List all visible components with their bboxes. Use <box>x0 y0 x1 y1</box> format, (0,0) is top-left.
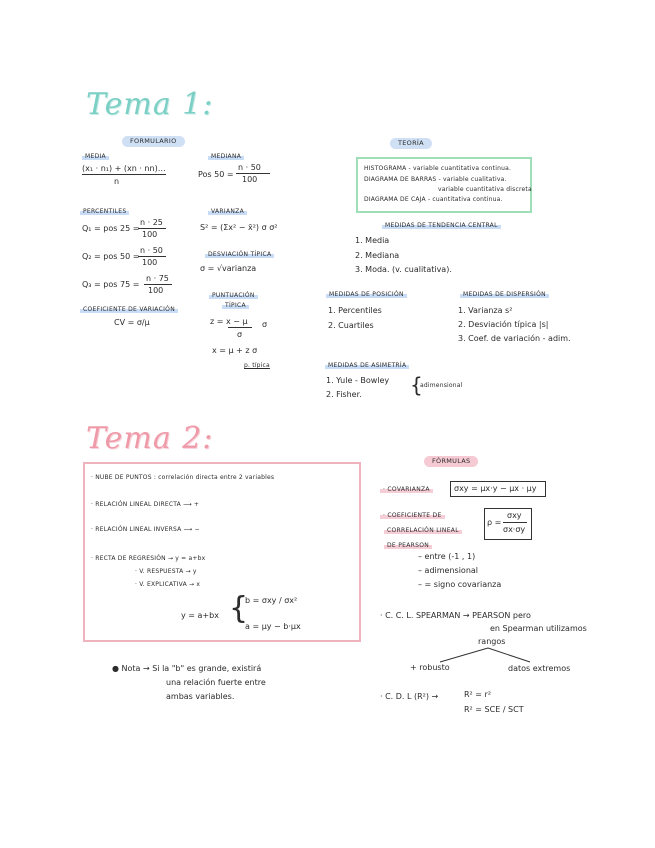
asimetria-item: 2. Fisher. <box>326 390 362 399</box>
nota-line-1: ● Nota → Si la "b" es grande, existirá <box>112 664 262 673</box>
teoria-line: DIAGRAMA DE CAJA - cuantitativa continua. <box>364 196 503 203</box>
teoria-line: DIAGRAMA DE BARRAS - variable cualitativa. <box>364 176 507 183</box>
q2-formula: Q₂ = pos 50 = <box>82 252 140 261</box>
pearson-item: – = signo covarianza <box>418 580 502 589</box>
a-equation: a = μy − b·μx <box>245 622 301 631</box>
q2-denominator: 100 <box>142 258 158 267</box>
cd-formula-2: R² = SCE / SCT <box>464 705 524 714</box>
nota-line-3: ambas variables. <box>166 692 235 701</box>
mediana-denominator: 100 <box>242 175 258 184</box>
dispersion-label: MEDIDAS DE DISPERSIÓN <box>460 291 549 299</box>
regresion-box <box>83 462 361 642</box>
spearman-line-3: rangos <box>478 637 506 646</box>
box-line: · RECTA DE REGRESIÓN → y = a+bx <box>91 555 206 562</box>
q1-denominator: 100 <box>142 230 158 239</box>
formulas-pill: FÓRMULAS <box>424 456 478 467</box>
desviacion-label: DESVIACIÓN TÍPICA <box>205 251 274 259</box>
mediana-numerator: n · 50 <box>238 163 261 172</box>
p-tipica-note: p. típica <box>244 362 270 369</box>
coef-variacion-formula: CV = σ/μ <box>114 318 150 327</box>
tendencia-label: MEDIDAS DE TENDENCIA CENTRAL <box>382 222 501 230</box>
varianza-label: VARIANZA <box>208 208 247 216</box>
brace-icon: { <box>229 591 249 626</box>
media-denominator: n <box>114 177 120 186</box>
teoria-line: variable cuantitativa discreta <box>438 186 532 193</box>
pearson-label-3: DE PEARSON <box>384 542 432 550</box>
q2-numerator: n · 50 <box>140 246 163 255</box>
spearman-line-2: en Spearman utilizamos <box>490 624 587 633</box>
teoria-box <box>356 157 532 213</box>
teoria-line: HISTOGRAMA - variable cuantitativa continua. <box>364 165 512 172</box>
tema2-title: Tema 2: <box>86 421 214 456</box>
puntuacion-label-2: TÍPICA <box>222 302 249 310</box>
covarianza-box <box>450 481 546 497</box>
q3-numerator: n · 75 <box>146 274 169 283</box>
nota-line-2: una relación fuerte entre <box>166 678 266 687</box>
tendencia-item: 1. Media <box>355 236 390 245</box>
posicion-label: MEDIDAS DE POSICIÓN <box>326 291 407 299</box>
box-line: · RELACIÓN LINEAL INVERSA ⟶ − <box>91 526 200 533</box>
covarianza-formula: σxy = μx·y − μx · μy <box>454 484 537 493</box>
posicion-item: 1. Percentiles <box>328 306 382 315</box>
mediana-label: MEDIANA <box>208 153 244 161</box>
posicion-item: 2. Cuartiles <box>328 321 374 330</box>
pearson-label-1: · COEFICIENTE DE <box>380 512 445 520</box>
dispersion-item: 2. Desviación típica |s| <box>458 320 549 329</box>
media-label: MEDIA <box>82 153 109 161</box>
q1-formula: Q₁ = pos 25 = <box>82 224 140 233</box>
varianza-formula: S² = (Σx² − x̄²) σ σ² <box>200 223 278 232</box>
formulario-pill: FORMULARIO <box>122 136 185 147</box>
z-denominator: σ <box>237 330 243 339</box>
extremos-label: datos extremos <box>508 664 571 673</box>
pearson-item: – entre (-1 , 1) <box>418 552 476 561</box>
spearman-line-1: · C. C. L. SPEARMAN → PEARSON pero <box>380 611 531 620</box>
cd-label: · C. D. L (R²) → <box>380 692 439 701</box>
z-sigma: σ <box>262 320 268 329</box>
mediana-formula: Pos 50 = <box>198 170 234 179</box>
rho-numerator: σxy <box>507 511 522 520</box>
dispersion-item: 1. Varianza s² <box>458 306 513 315</box>
tema1-title: Tema 1: <box>86 87 214 122</box>
respuesta-line: · V. RESPUESTA → y <box>135 568 197 575</box>
q1-numerator: n · 25 <box>140 218 163 227</box>
covarianza-label: · COVARIANZA <box>380 486 433 494</box>
q3-formula: Q₃ = pos 75 = <box>82 280 140 289</box>
pearson-label-2: CORRELACIÓN LINEAL <box>384 527 462 535</box>
tendencia-item: 3. Moda. (v. cualitativa). <box>355 265 452 274</box>
coef-variacion-label: COEFICIENTE DE VARIACIÓN <box>80 306 178 314</box>
desviacion-formula: σ = √varianza <box>200 264 257 273</box>
asimetria-label: MEDIDAS DE ASIMETRÍA <box>325 362 409 370</box>
asimetria-note: adimensional <box>420 382 463 389</box>
rho-left: ρ = <box>487 518 502 527</box>
rho-denominator: σx·σy <box>503 525 526 534</box>
explicativa-line: · V. EXPLICATIVA → x <box>135 581 201 588</box>
x-formula: x = μ + z σ <box>212 346 258 355</box>
teoria-pill: TEORÍA <box>390 138 432 149</box>
rho-box <box>484 508 532 540</box>
dispersion-item: 3. Coef. de variación - adim. <box>458 334 571 343</box>
asimetria-brace-icon: { <box>410 373 423 397</box>
box-line: · NUBE DE PUNTOS : correlación directa entre 2 variables <box>91 474 275 481</box>
puntuacion-label-1: PUNTUACIÓN <box>209 292 258 300</box>
box-line: · RELACIÓN LINEAL DIRECTA ⟶ + <box>91 501 200 508</box>
cd-formula-1: R² = r² <box>464 690 492 699</box>
z-formula: z = x − μ <box>210 317 248 326</box>
percentiles-label: PERCENTILES <box>80 208 129 216</box>
media-formula: (x₁ · n₁) + (xn · nn)… <box>82 164 166 173</box>
pearson-item: – adimensional <box>418 566 479 575</box>
b-equation: b = σxy / σx² <box>245 596 298 605</box>
y-equation: y = a+bx <box>181 611 219 620</box>
robusto-label: + robusto <box>410 663 450 672</box>
asimetria-item: 1. Yule - Bowley <box>326 376 390 385</box>
tendencia-item: 2. Mediana <box>355 251 400 260</box>
q3-denominator: 100 <box>148 286 164 295</box>
